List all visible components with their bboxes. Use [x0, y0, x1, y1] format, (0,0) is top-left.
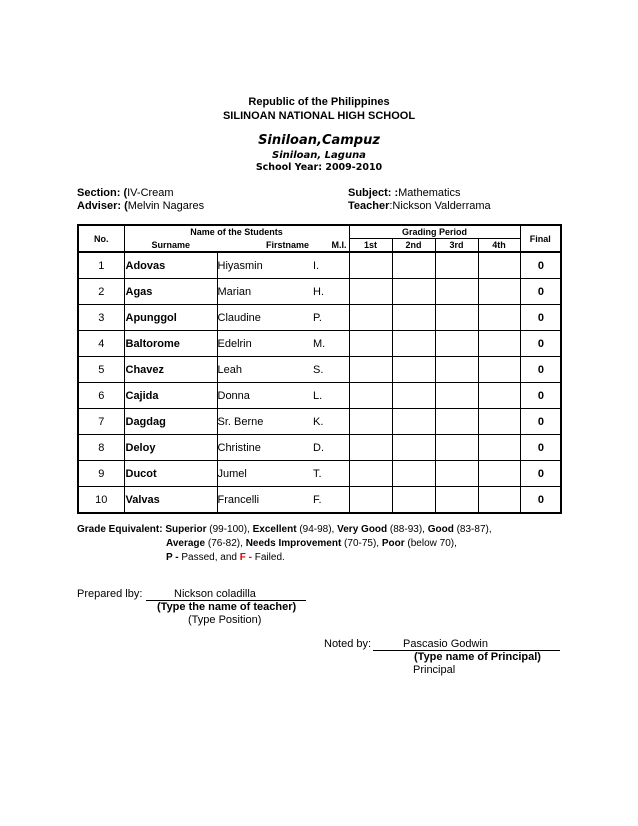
- legend-very-good-range: (88-93),: [387, 524, 428, 535]
- row-q3: [435, 252, 478, 279]
- row-no: 1: [78, 252, 124, 279]
- row-q2: [392, 461, 435, 487]
- row-firstname: Leah: [217, 357, 313, 383]
- row-surname: Valvas: [124, 487, 217, 514]
- noted-label: Noted by:: [324, 638, 372, 650]
- header-q2: 2nd: [392, 239, 435, 253]
- adviser-info: [77, 200, 204, 212]
- row-q2: [392, 357, 435, 383]
- header-no: No.: [78, 225, 124, 252]
- row-final: 0: [520, 487, 561, 514]
- legend-average: Average: [166, 538, 206, 549]
- legend-p-code: P -: [166, 552, 179, 563]
- row-no: 6: [78, 383, 124, 409]
- row-q2: [392, 383, 435, 409]
- table-row: [78, 252, 561, 279]
- noted-name: Pascasio Godwin: [403, 638, 488, 650]
- row-q3: [435, 331, 478, 357]
- section-value: IV-Cream: [127, 187, 174, 199]
- row-mi: L.: [313, 383, 349, 409]
- row-q3: [435, 461, 478, 487]
- row-firstname: Donna: [217, 383, 313, 409]
- row-final: 0: [520, 383, 561, 409]
- legend-failed: Failed.: [251, 552, 285, 563]
- header-q1: 1st: [349, 239, 392, 253]
- legend-title: Grade Equivalent:: [77, 524, 163, 535]
- header-firstname: Firstname: [217, 239, 313, 253]
- row-firstname: Sr. Berne: [217, 409, 313, 435]
- header-surname: Surname: [124, 239, 217, 253]
- teacher-value: :Nickson Valderrama: [389, 200, 491, 212]
- row-q1: [349, 252, 392, 279]
- row-q1: [349, 357, 392, 383]
- row-final: 0: [520, 435, 561, 461]
- prepared-position: (Type Position): [188, 614, 262, 626]
- row-q1: [349, 409, 392, 435]
- noted-hint: (Type name of Principal): [414, 651, 541, 663]
- row-q3: [435, 487, 478, 514]
- row-q4: [478, 409, 520, 435]
- row-q4: [478, 331, 520, 357]
- row-q2: [392, 252, 435, 279]
- legend-average-range: (76-82),: [205, 538, 246, 549]
- subject-label: Subject: :: [348, 187, 399, 199]
- row-q4: [478, 357, 520, 383]
- row-q3: [435, 305, 478, 331]
- header-q4: 4th: [478, 239, 520, 253]
- row-firstname: Hiyasmin: [217, 252, 313, 279]
- table-row: [78, 331, 561, 357]
- row-no: 10: [78, 487, 124, 514]
- table-row: [78, 357, 561, 383]
- school-heading: SILINOAN NATIONAL HIGH SCHOOL: [222, 110, 416, 122]
- row-q2: [392, 409, 435, 435]
- table-row: [78, 279, 561, 305]
- legend-excellent-range: (94-98),: [296, 524, 338, 535]
- teacher-info: [348, 200, 491, 212]
- row-firstname: Francelli: [217, 487, 313, 514]
- row-surname: Agas: [124, 279, 217, 305]
- row-q1: [349, 383, 392, 409]
- grade-legend-line3: [166, 552, 285, 563]
- row-mi: P.: [313, 305, 349, 331]
- row-q1: [349, 331, 392, 357]
- row-firstname: Edelrin: [217, 331, 313, 357]
- row-surname: Dagdag: [124, 409, 217, 435]
- teacher-label: Teacher: [348, 200, 390, 212]
- row-final: 0: [520, 305, 561, 331]
- row-final: 0: [520, 252, 561, 279]
- legend-superior-range: (99-100),: [206, 524, 253, 535]
- row-q4: [478, 435, 520, 461]
- grade-table: [77, 224, 562, 514]
- row-mi: F.: [313, 487, 349, 514]
- row-q3: [435, 409, 478, 435]
- header-row-bottom: [78, 239, 561, 253]
- prepared-name: Nickson coladilla: [174, 588, 256, 600]
- legend-f-code: F -: [239, 552, 252, 563]
- row-q4: [478, 461, 520, 487]
- row-q1: [349, 461, 392, 487]
- table-row: [78, 305, 561, 331]
- adviser-label: Adviser: (: [77, 200, 128, 212]
- row-q1: [349, 279, 392, 305]
- row-mi: T.: [313, 461, 349, 487]
- row-firstname: Jumel: [217, 461, 313, 487]
- section-info: [77, 187, 174, 199]
- prepared-label: Prepared lby:: [77, 588, 143, 600]
- row-no: 2: [78, 279, 124, 305]
- legend-passed: Passed, and: [178, 552, 240, 563]
- row-q1: [349, 487, 392, 514]
- row-final: 0: [520, 279, 561, 305]
- row-mi: K.: [313, 409, 349, 435]
- row-surname: Adovas: [124, 252, 217, 279]
- row-q4: [478, 487, 520, 514]
- table-row: [78, 461, 561, 487]
- legend-good-range: (83-87),: [453, 524, 492, 535]
- row-final: 0: [520, 409, 561, 435]
- row-q2: [392, 305, 435, 331]
- row-final: 0: [520, 331, 561, 357]
- row-no: 8: [78, 435, 124, 461]
- row-no: 5: [78, 357, 124, 383]
- row-q4: [478, 383, 520, 409]
- table-row: [78, 383, 561, 409]
- republic-heading: Republic of the Philippines: [248, 96, 390, 108]
- legend-good: Good: [427, 524, 454, 535]
- row-mi: H.: [313, 279, 349, 305]
- row-surname: Baltorome: [124, 331, 217, 357]
- grade-legend-line2: [166, 538, 457, 549]
- row-q1: [349, 305, 392, 331]
- row-firstname: Claudine: [217, 305, 313, 331]
- prepared-hint: (Type the name of teacher): [157, 601, 297, 613]
- row-final: 0: [520, 357, 561, 383]
- legend-poor: Poor: [381, 538, 405, 549]
- table-row: [78, 487, 561, 514]
- table-row: [78, 409, 561, 435]
- row-mi: I.: [313, 252, 349, 279]
- row-q3: [435, 435, 478, 461]
- row-mi: D.: [313, 435, 349, 461]
- row-surname: Apunggol: [124, 305, 217, 331]
- row-surname: Cajida: [124, 383, 217, 409]
- header-row-top: [78, 225, 561, 239]
- row-mi: M.: [313, 331, 349, 357]
- subject-info: [348, 187, 460, 199]
- row-q2: [392, 331, 435, 357]
- row-q3: [435, 383, 478, 409]
- row-q2: [392, 435, 435, 461]
- row-q3: [435, 279, 478, 305]
- table-row: [78, 435, 561, 461]
- noted-position: Principal: [413, 664, 456, 676]
- row-no: 9: [78, 461, 124, 487]
- location-heading: Siniloan, Laguna: [272, 150, 366, 161]
- header-grading-group: Grading Period: [349, 225, 520, 239]
- row-mi: S.: [313, 357, 349, 383]
- legend-very-good: Very Good: [337, 524, 388, 535]
- campus-heading: Siniloan,Campuz: [258, 133, 380, 148]
- row-no: 3: [78, 305, 124, 331]
- legend-poor-range: (below 70),: [404, 538, 457, 549]
- header-name-group: Name of the Students: [124, 225, 349, 239]
- grade-legend-line1: [77, 524, 492, 535]
- row-q1: [349, 435, 392, 461]
- school-year: School Year: 2009-2010: [255, 162, 383, 173]
- row-firstname: Marian: [217, 279, 313, 305]
- legend-needs-improvement: Needs Improvement: [245, 538, 342, 549]
- row-firstname: Christine: [217, 435, 313, 461]
- row-final: 0: [520, 461, 561, 487]
- legend-excellent: Excellent: [252, 524, 297, 535]
- header-final: Final: [520, 225, 561, 252]
- row-no: 7: [78, 409, 124, 435]
- section-label: Section: (: [77, 187, 128, 199]
- row-q4: [478, 252, 520, 279]
- row-q4: [478, 305, 520, 331]
- legend-superior: Superior: [165, 524, 207, 535]
- header-mi: M.I.: [313, 239, 349, 253]
- legend-needs-improvement-range: (70-75),: [341, 538, 382, 549]
- row-surname: Chavez: [124, 357, 217, 383]
- adviser-value: Melvin Nagares: [127, 200, 205, 212]
- row-q2: [392, 487, 435, 514]
- row-q3: [435, 357, 478, 383]
- subject-value: Mathematics: [398, 187, 461, 199]
- row-surname: Deloy: [124, 435, 217, 461]
- row-no: 4: [78, 331, 124, 357]
- row-q4: [478, 279, 520, 305]
- header-q3: 3rd: [435, 239, 478, 253]
- row-q2: [392, 279, 435, 305]
- row-surname: Ducot: [124, 461, 217, 487]
